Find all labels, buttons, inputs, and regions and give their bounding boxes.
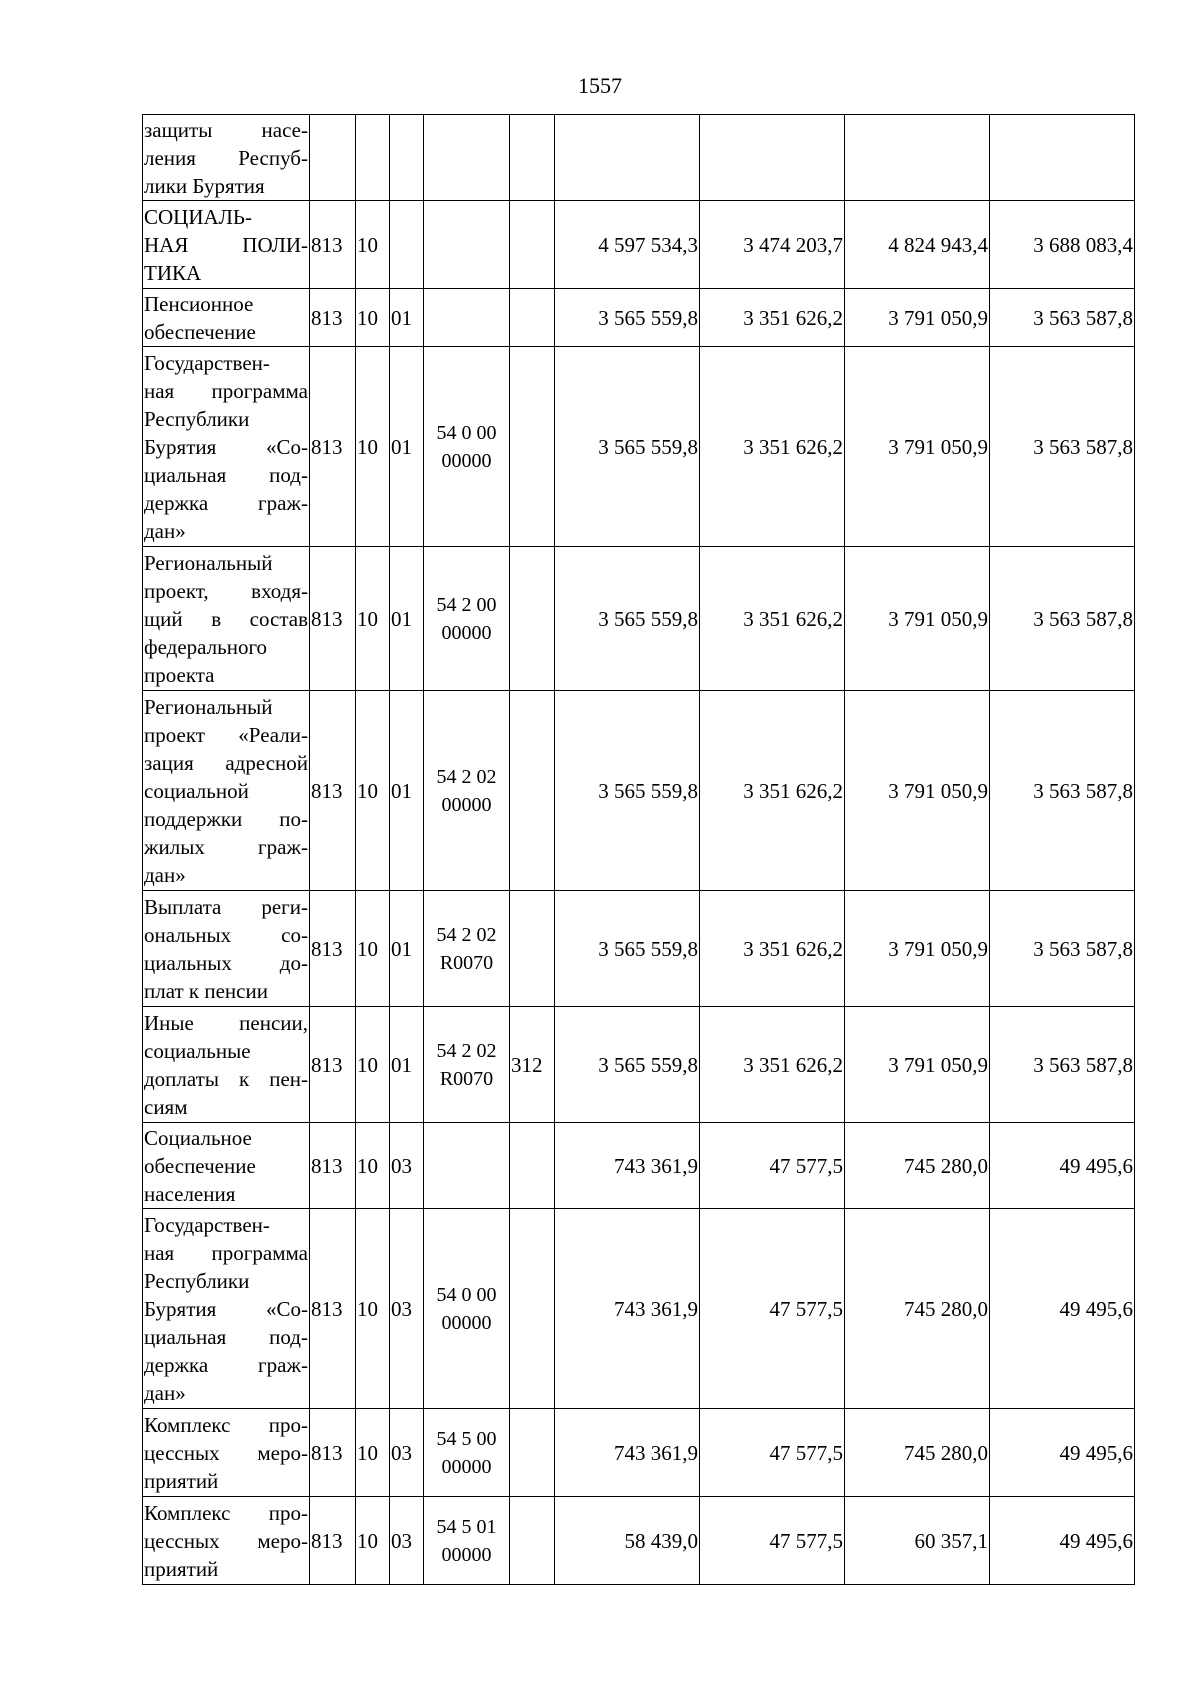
table-row — [143, 547, 1135, 691]
target-article-cell — [424, 289, 510, 347]
amount-col-2-cell: 3 351 626,2 — [700, 891, 845, 1007]
budget-admin-code-cell: 813 — [310, 691, 356, 891]
target-article-cell: 54 2 02 R0070 — [424, 891, 510, 1007]
row-name-line: социальной — [144, 778, 249, 803]
target-article-cell: 54 5 01 00000 — [424, 1497, 510, 1585]
section-code-cell: 10 — [356, 1007, 390, 1123]
row-name-line: циальная под- — [144, 1324, 308, 1349]
row-name-cell — [143, 691, 310, 891]
amount-col-1-cell: 3 565 559,8 — [555, 891, 700, 1007]
row-name-cell — [143, 289, 310, 347]
amount-col-3-cell: 4 824 943,4 — [845, 201, 990, 289]
expense-type-cell — [510, 1409, 555, 1497]
row-name-line: лики Бурятия — [144, 173, 265, 198]
expense-type-cell — [510, 347, 555, 547]
amount-col-1-cell: 743 361,9 — [555, 1409, 700, 1497]
expense-type-cell — [510, 1497, 555, 1585]
amount-col-1-cell: 3 565 559,8 — [555, 289, 700, 347]
row-name-cell — [143, 201, 310, 289]
table-row — [143, 891, 1135, 1007]
amount-col-2-cell: 47 577,5 — [700, 1409, 845, 1497]
budget-admin-code-cell: 813 — [310, 1497, 356, 1585]
subsection-code-cell: 03 — [390, 1123, 424, 1209]
budget-admin-code-cell: 813 — [310, 289, 356, 347]
amount-col-4-cell: 3 563 587,8 — [990, 547, 1135, 691]
row-name-line: жилых граж- — [144, 834, 308, 859]
row-name-cell — [143, 547, 310, 691]
row-name-line: населения — [144, 1181, 236, 1206]
amount-col-2-cell — [700, 115, 845, 201]
amount-col-4-cell: 49 495,6 — [990, 1409, 1135, 1497]
amount-col-4-cell: 3 688 083,4 — [990, 201, 1135, 289]
amount-col-2-cell: 3 351 626,2 — [700, 289, 845, 347]
expense-type-cell: 312 — [510, 1007, 555, 1123]
expense-type-cell — [510, 289, 555, 347]
amount-col-3-cell: 3 791 050,9 — [845, 1007, 990, 1123]
row-name-line: цессных меро- — [144, 1440, 308, 1465]
row-name-line: проект «Реали- — [144, 722, 308, 747]
subsection-code-cell: 01 — [390, 347, 424, 547]
amount-col-2-cell: 3 474 203,7 — [700, 201, 845, 289]
amount-col-2-cell: 3 351 626,2 — [700, 347, 845, 547]
expense-type-cell — [510, 547, 555, 691]
amount-col-1-cell: 3 565 559,8 — [555, 347, 700, 547]
row-name-line: ТИКА — [144, 260, 202, 285]
table-row — [143, 115, 1135, 201]
amount-col-1-cell: 4 597 534,3 — [555, 201, 700, 289]
row-name-line: Региональный — [144, 694, 273, 719]
row-name-line: дан» — [144, 862, 186, 887]
section-code-cell: 10 — [356, 289, 390, 347]
budget-table — [142, 114, 1135, 1585]
row-name-line: ональных со- — [144, 922, 308, 947]
amount-col-4-cell: 3 563 587,8 — [990, 289, 1135, 347]
subsection-code-cell: 01 — [390, 547, 424, 691]
amount-col-1-cell: 3 565 559,8 — [555, 547, 700, 691]
subsection-code-cell — [390, 201, 424, 289]
table-row — [143, 1123, 1135, 1209]
row-name-line: Государствен- — [144, 350, 270, 375]
row-name-line: держка граж- — [144, 1352, 308, 1377]
amount-col-3-cell: 60 357,1 — [845, 1497, 990, 1585]
amount-col-4-cell: 49 495,6 — [990, 1123, 1135, 1209]
page-number: 1557 — [578, 73, 622, 98]
amount-col-4-cell: 49 495,6 — [990, 1497, 1135, 1585]
row-name-line: Комплекс про- — [144, 1500, 308, 1525]
row-name-line: проект, входя- — [144, 578, 308, 603]
subsection-code-cell: 03 — [390, 1209, 424, 1409]
table-row — [143, 691, 1135, 891]
expense-type-cell — [510, 891, 555, 1007]
amount-col-3-cell — [845, 115, 990, 201]
row-name-line: НАЯ ПОЛИ- — [144, 232, 308, 257]
table-body — [143, 115, 1135, 1585]
budget-admin-code-cell: 813 — [310, 1007, 356, 1123]
target-article-cell: 54 2 02 00000 — [424, 691, 510, 891]
row-name-cell — [143, 115, 310, 201]
row-name-line: Государствен- — [144, 1212, 270, 1237]
amount-col-4-cell: 3 563 587,8 — [990, 1007, 1135, 1123]
budget-admin-code-cell — [310, 115, 356, 201]
amount-col-3-cell: 745 280,0 — [845, 1409, 990, 1497]
section-code-cell: 10 — [356, 1209, 390, 1409]
row-name-line: сиям — [144, 1094, 188, 1119]
row-name-line: щий в состав — [144, 606, 308, 631]
row-name-line: плат к пенсии — [144, 978, 268, 1003]
row-name-line: циальных до- — [144, 950, 308, 975]
table-row — [143, 1409, 1135, 1497]
expense-type-cell — [510, 115, 555, 201]
target-article-cell — [424, 201, 510, 289]
row-name-line: держка граж- — [144, 490, 308, 515]
subsection-code-cell — [390, 115, 424, 201]
amount-col-4-cell: 3 563 587,8 — [990, 347, 1135, 547]
row-name-line: ная программа — [144, 378, 308, 403]
row-name-line: дан» — [144, 518, 186, 543]
row-name-line: Иные пенсии, — [144, 1010, 308, 1035]
amount-col-3-cell: 3 791 050,9 — [845, 547, 990, 691]
subsection-code-cell: 01 — [390, 691, 424, 891]
row-name-line: поддержки по- — [144, 806, 308, 831]
amount-col-2-cell: 47 577,5 — [700, 1123, 845, 1209]
amount-col-4-cell — [990, 115, 1135, 201]
row-name-line: приятий — [144, 1468, 219, 1493]
row-name-line: Республики — [144, 1268, 250, 1293]
row-name-line: Социальное — [144, 1125, 252, 1150]
amount-col-3-cell: 3 791 050,9 — [845, 347, 990, 547]
table-row — [143, 1007, 1135, 1123]
subsection-code-cell: 03 — [390, 1497, 424, 1585]
section-code-cell: 10 — [356, 347, 390, 547]
row-name-cell — [143, 1209, 310, 1409]
row-name-cell — [143, 347, 310, 547]
subsection-code-cell: 01 — [390, 891, 424, 1007]
section-code-cell: 10 — [356, 547, 390, 691]
amount-col-4-cell: 3 563 587,8 — [990, 891, 1135, 1007]
amount-col-4-cell: 49 495,6 — [990, 1209, 1135, 1409]
row-name-line: проекта — [144, 662, 215, 687]
row-name-line: социальные — [144, 1038, 251, 1063]
amount-col-2-cell: 3 351 626,2 — [700, 547, 845, 691]
row-name-line: Выплата реги- — [144, 894, 308, 919]
amount-col-4-cell: 3 563 587,8 — [990, 691, 1135, 891]
amount-col-1-cell: 3 565 559,8 — [555, 691, 700, 891]
amount-col-2-cell: 3 351 626,2 — [700, 691, 845, 891]
row-name-line: федерального — [144, 634, 268, 659]
amount-col-1-cell: 743 361,9 — [555, 1123, 700, 1209]
row-name-cell — [143, 1497, 310, 1585]
amount-col-3-cell: 3 791 050,9 — [845, 691, 990, 891]
row-name-line: ления Респуб- — [144, 145, 308, 170]
target-article-cell: 54 5 00 00000 — [424, 1409, 510, 1497]
budget-admin-code-cell: 813 — [310, 1209, 356, 1409]
row-name-line: обеспечение — [144, 319, 256, 344]
table-row — [143, 289, 1135, 347]
row-name-cell — [143, 891, 310, 1007]
budget-admin-code-cell: 813 — [310, 891, 356, 1007]
section-code-cell: 10 — [356, 1409, 390, 1497]
row-name-line: обеспечение — [144, 1153, 256, 1178]
section-code-cell: 10 — [356, 891, 390, 1007]
budget-admin-code-cell: 813 — [310, 347, 356, 547]
expense-type-cell — [510, 1209, 555, 1409]
row-name-line: защиты насе- — [144, 117, 308, 142]
amount-col-2-cell: 3 351 626,2 — [700, 1007, 845, 1123]
expense-type-cell — [510, 691, 555, 891]
row-name-line: Региональный — [144, 550, 273, 575]
row-name-line: циальная под- — [144, 462, 308, 487]
target-article-cell: 54 2 00 00000 — [424, 547, 510, 691]
table-row — [143, 201, 1135, 289]
row-name-cell — [143, 1007, 310, 1123]
row-name-line: Пенсионное — [144, 291, 254, 316]
row-name-line: цессных меро- — [144, 1528, 308, 1553]
target-article-cell — [424, 1123, 510, 1209]
section-code-cell: 10 — [356, 1497, 390, 1585]
budget-admin-code-cell: 813 — [310, 1409, 356, 1497]
amount-col-2-cell: 47 577,5 — [700, 1209, 845, 1409]
subsection-code-cell: 01 — [390, 1007, 424, 1123]
row-name-cell — [143, 1409, 310, 1497]
expense-type-cell — [510, 201, 555, 289]
row-name-line: Бурятия «Со- — [144, 434, 308, 459]
amount-col-3-cell: 745 280,0 — [845, 1123, 990, 1209]
amount-col-3-cell: 3 791 050,9 — [845, 289, 990, 347]
section-code-cell: 10 — [356, 1123, 390, 1209]
amount-col-3-cell: 3 791 050,9 — [845, 891, 990, 1007]
target-article-cell: 54 0 00 00000 — [424, 347, 510, 547]
amount-col-1-cell: 743 361,9 — [555, 1209, 700, 1409]
row-name-line: приятий — [144, 1556, 219, 1581]
budget-admin-code-cell: 813 — [310, 201, 356, 289]
table-row — [143, 1209, 1135, 1409]
amount-col-1-cell — [555, 115, 700, 201]
amount-col-1-cell: 3 565 559,8 — [555, 1007, 700, 1123]
target-article-cell: 54 2 02 R0070 — [424, 1007, 510, 1123]
target-article-cell — [424, 115, 510, 201]
budget-admin-code-cell: 813 — [310, 1123, 356, 1209]
row-name-line: зация адресной — [144, 750, 308, 775]
amount-col-1-cell: 58 439,0 — [555, 1497, 700, 1585]
amount-col-2-cell: 47 577,5 — [700, 1497, 845, 1585]
table-row — [143, 1497, 1135, 1585]
amount-col-3-cell: 745 280,0 — [845, 1209, 990, 1409]
row-name-line: доплаты к пен- — [144, 1066, 308, 1091]
row-name-line: дан» — [144, 1380, 186, 1405]
row-name-line: Республики — [144, 406, 250, 431]
row-name-line: СОЦИАЛЬ- — [144, 204, 252, 229]
row-name-cell — [143, 1123, 310, 1209]
row-name-line: Бурятия «Со- — [144, 1296, 308, 1321]
row-name-line: Комплекс про- — [144, 1412, 308, 1437]
target-article-cell: 54 0 00 00000 — [424, 1209, 510, 1409]
table-row — [143, 347, 1135, 547]
section-code-cell: 10 — [356, 691, 390, 891]
section-code-cell: 10 — [356, 201, 390, 289]
expense-type-cell — [510, 1123, 555, 1209]
budget-admin-code-cell: 813 — [310, 547, 356, 691]
section-code-cell — [356, 115, 390, 201]
subsection-code-cell: 01 — [390, 289, 424, 347]
subsection-code-cell: 03 — [390, 1409, 424, 1497]
row-name-line: ная программа — [144, 1240, 308, 1265]
